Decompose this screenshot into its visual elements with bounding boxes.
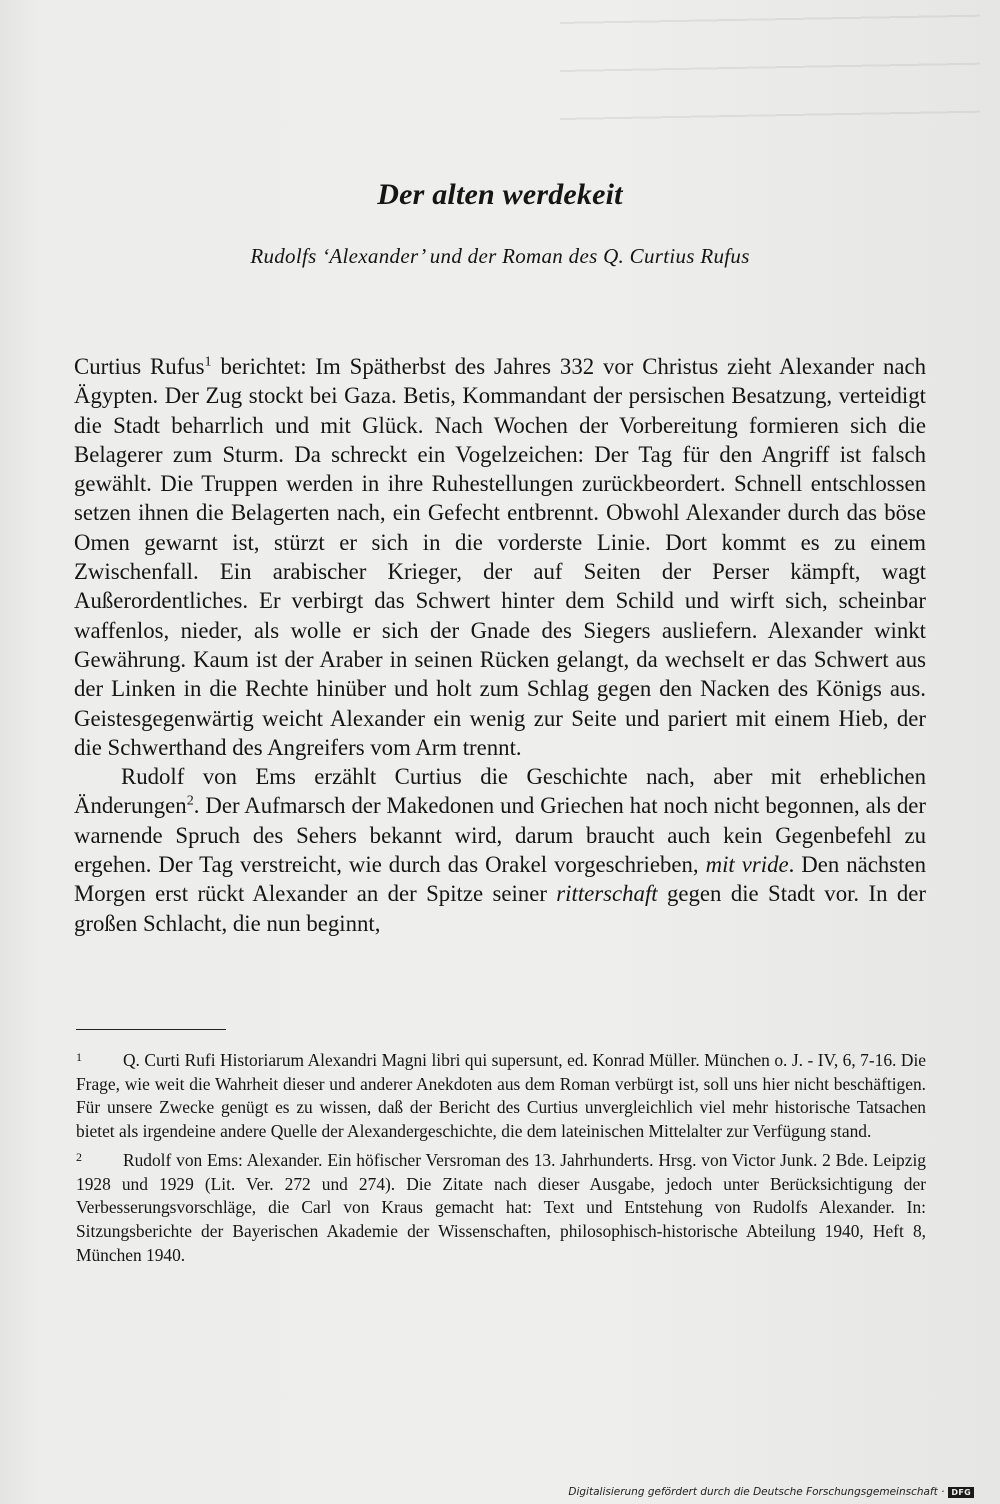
footnote-number: 2 <box>76 1149 82 1164</box>
paragraph-1: Curtius Rufus$^1$ berichtet: Im Spätherbst des Jahres 332 vor Christus zieht Alexander nach Ägypten. Der Zug stockt bei Gaza. Betis, Kommandant der persischen Besatzung, verteidigt die Stadt beharrlich und mit Glück. Nach Wochen der Vorbereitung formieren sich die Belagerer zum Sturm. Da schreckt ein Vogelzeichen: Der Tag für den Angriff ist falsch gewählt. Die Truppen werden in ihre Ruhestellungen zurückbeordert. Schnell entschlossen setzen ihnen die Belagerten nach, ein Gefecht entbrennt. Obwohl Alexander durch das böse Omen gewarnt ist, stürzt er sich in die vorderste Linie. Dort kommt es zu einem Zwischenfall. Ein arabischer Krieger, der auf Seiten der Perser kämpft, wagt Außerordentliches. Er verbirgt das Schwert hinter dem Schild und wirft sich, scheinbar waffenlos, nieder, als wolle er sich der Gnade des Siegers ausliefern. Alexander winkt Gewährung. Kaum ist der Araber in seinen Rücken gelangt, da wechselt er das Schwert aus der Linken in die Rechte hinüber und holt zum Schlag gegen den Nacken des Königs aus. Geistesgegenwärtig weicht Alexander ein wenig zur Seite und pariert mit einem Hieb, der die Schwerthand des Angreifers vom Arm trennt. <box>74 353 926 760</box>
footnote-text: Rudolf von Ems: Alexander. Ein höfischer Versroman des 13. Jahrhunderts. Hrsg. von Victor Junk. 2 Bde. Leipzig 1928 und 1929 (Lit. Ver. 272 und 274). Die Zitate nach dieser Ausgabe, jedoch unter Berücksichtigung der Verbesserungsvorschläge, die Carl von Kraus gemacht hat: Text und Entstehung von Rudolfs Alexander. In: Sitzungsberichte der Bayerischen Akademie der Wissenschaften, philosophisch-historische Abteilung 1940, Heft 8, München 1940. <box>76 1149 926 1265</box>
footnote-ref-2[interactable]: 2 <box>186 792 194 809</box>
footnote-2 <box>76 1146 926 1268</box>
footnote-1 <box>76 1046 926 1144</box>
credit-text: Digitalisierung gefördert durch die Deutsche Forschungsgemeinschaft · <box>568 1486 945 1498</box>
italic-term-ritterschaft: ritterschaft <box>556 881 658 907</box>
body-text <box>74 352 926 938</box>
paragraph-2: Rudolf von Ems erzählt Curtius die Geschichte nach, aber mit erheblichen Änderungen$^2$. Der Aufmarsch der Makedonen und Griechen hat noch nicht begonnen, als der warnende Spruch des Sehers bekannt wird, darum braucht auch kein Gegenbefehl zu ergehen. Der Tag verstreicht, wie durch das Orakel vorgeschrieben, mit vride. Den nächsten Morgen erst rückt Alexander an der Spitze seiner ritterschaft gegen die Stadt vor. In der großen Schlacht, die nun beginnt, <box>74 764 927 936</box>
italic-term-mit-vride: mit vride <box>705 852 789 878</box>
dfg-logo[interactable]: DFG <box>948 1487 974 1498</box>
digitization-credit <box>568 1486 974 1498</box>
footnote-separator <box>76 1029 226 1030</box>
page-subtitle: Rudolfs ‘Alexander’ und der Roman des Q. Curtius Rufus <box>250 244 750 268</box>
footnotes <box>76 1046 926 1267</box>
footnote-ref-1[interactable]: 1 <box>204 353 212 370</box>
page-title: Der alten werdekeit <box>377 178 623 211</box>
bleed-through-texture <box>560 0 980 150</box>
footnote-number: 1 <box>76 1050 82 1064</box>
footnote-text: Q. Curti Rufi Historiarum Alexandri Magni libri qui supersunt, ed. Konrad Müller. München o. J. - IV, 6, 7-16. Die Frage, wie weit die Wahrheit dieser und anderer Anekdoten aus dem Roman verbürgt ist, soll uns hier nicht beschäftigen. Für unsere Zwecke genügt es zu wissen, daß der Bericht des Curtius unvergleichlich viel mehr historische Tatsachen bietet als irgendeine andere Quelle der Alexandergeschichte, die dem lateinischen Mittelalter zur Verfügung stand. <box>76 1050 926 1142</box>
